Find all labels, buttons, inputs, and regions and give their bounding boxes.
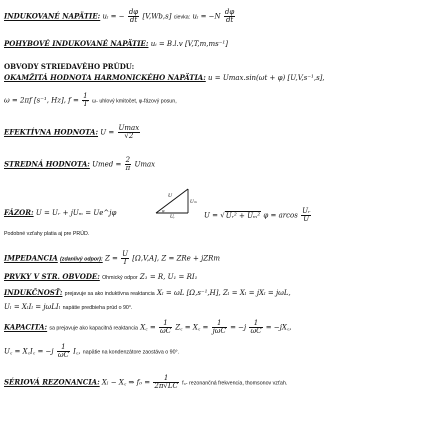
- phasor-line: [4, 208, 116, 218]
- capacitance-voltage-tail: I꜀,: [73, 347, 81, 356]
- motional-voltage-equation: uᵢ = B.l.v: [150, 40, 183, 48]
- phasor-um-label: Uₘ: [190, 200, 197, 205]
- resonance-label: SÉRIOVÁ REZONANCIA:: [4, 377, 100, 387]
- motional-voltage-units: [V,T,m,ms⁻¹]: [184, 40, 228, 48]
- fraction-denominator: jωC: [212, 327, 226, 335]
- mean-value-equation: Umed =: [92, 160, 122, 169]
- capacitance-fraction-a: [159, 320, 172, 335]
- capacitance-label: KAPACITA:: [4, 322, 48, 332]
- phasor-diagram: [152, 183, 197, 220]
- fraction-denominator: ωC: [250, 327, 262, 335]
- fraction-numerator: 1: [159, 320, 172, 328]
- coil-label: cievka:: [173, 14, 191, 21]
- fraction-numerator: 1: [83, 92, 88, 100]
- capacitance-voltage-equation: U꜀ = X꜀I꜀ = −j: [4, 347, 54, 356]
- capacitance-fraction-e: [57, 344, 70, 359]
- mean-value-fraction: [125, 157, 132, 172]
- induced-voltage-units: [V,Wb,s]: [142, 12, 172, 21]
- fraction-numerator: 1: [153, 375, 179, 383]
- omega-equation: ω = 2πf [s⁻¹, Hz], f =: [4, 96, 79, 105]
- mean-value-tail: Umax: [134, 160, 156, 169]
- inductance-line: [4, 288, 291, 299]
- capacitance-line: [4, 320, 292, 335]
- omega-note: ω- uhlový kmitočet, φ-fázový posun,: [91, 98, 177, 105]
- instant-value-equation: u = Umax.sin(ωt + φ) [U,V,s⁻¹,s],: [208, 74, 325, 82]
- phasor-vector: [156, 189, 188, 213]
- impedance-complex: Z = ZRe + jZRm: [161, 254, 221, 263]
- induced-voltage-equation: uᵢ = −: [102, 12, 125, 21]
- inductance-voltage-equation: Uₗ = XₗIₗ = jωLIₗ: [4, 303, 61, 311]
- fraction-numerator: 2: [125, 156, 131, 164]
- resistor-equation: Z₁ = R, U₁ = RI₁: [139, 273, 198, 281]
- fraction-numerator: dφ: [128, 8, 139, 16]
- resonance-note: f₀- rezonančná frekvencia, thomsonov vzťah.: [182, 380, 288, 387]
- motional-voltage-line: [4, 39, 228, 49]
- inductance-note: napätie predbieha prúd o 90°.: [62, 305, 133, 311]
- phasor-ur-label: Uᵣ: [170, 215, 175, 220]
- inductance-text: prejavuje sa ako induktívna reaktancia: [64, 291, 155, 297]
- instant-value-line: [4, 73, 325, 83]
- inductance-line-2: [4, 303, 132, 313]
- phasor-equation: U = Uᵣ + jUₘ = Ue^jφ: [35, 209, 117, 217]
- induced-voltage-line: [4, 9, 236, 24]
- fraction-numerator: dφ: [224, 8, 235, 16]
- fraction-numerator: 1: [57, 344, 70, 352]
- fraction-numerator: U: [122, 250, 129, 258]
- fraction-denominator: π: [125, 164, 131, 172]
- coil-equation: uᵢ = −N: [192, 12, 221, 21]
- induced-voltage-fraction: [128, 9, 139, 24]
- fraction-denominator: U: [303, 215, 310, 223]
- resonance-fraction: [153, 375, 179, 390]
- ac-heading: OBVODY STRIEDAVÉHO PRÚDU:: [4, 62, 135, 71]
- effective-value-label: EFEKTÍVNA HODNOTA:: [4, 127, 99, 137]
- inductance-label: INDUKČNOSŤ:: [4, 288, 63, 297]
- phasor-magnitude: Uᵣ² + Uₘ²: [225, 211, 261, 220]
- resistor-line: [4, 272, 198, 283]
- fraction-denominator: √2: [124, 132, 134, 140]
- capacitance-line-2: [4, 344, 179, 359]
- impedance-equation: Z =: [104, 254, 118, 263]
- impedance-units: [Ω,V,A],: [132, 254, 160, 263]
- fraction-numerator: Umax: [118, 124, 140, 132]
- omega-line: [4, 93, 177, 108]
- fraction-denominator: 2π√LC: [154, 382, 178, 390]
- fraction-numerator: 1: [249, 320, 262, 328]
- impedance-line: [4, 251, 220, 266]
- capacitance-note: napätie na kondenzátore zaostáva o 90°.: [82, 349, 180, 356]
- phasor-angle-equation: φ = arcos: [263, 211, 298, 220]
- effective-value-fraction: [118, 125, 141, 140]
- capacitance-minus-j: = −j: [230, 323, 247, 332]
- phasor-angle-fraction: [301, 208, 311, 223]
- resonance-line: [4, 375, 287, 390]
- frequency-fraction: [82, 93, 89, 108]
- capacitance-impedance: Z꜀ = X꜀ =: [175, 323, 209, 332]
- impedance-label: IMPEDANCIA: [4, 253, 58, 263]
- phasor-u-label: U: [168, 193, 172, 199]
- fraction-denominator: dt: [225, 16, 234, 24]
- effective-value-line: [4, 125, 141, 140]
- mean-value-label: STREDNÁ HODNOTA:: [4, 159, 90, 169]
- impedance-fraction: [121, 251, 129, 266]
- fraction-denominator: dt: [129, 16, 138, 24]
- fraction-denominator: T: [83, 100, 88, 108]
- capacitance-text: sa prejavuje ako kapacitná reaktancia: [49, 325, 138, 332]
- capacitance-fraction-b: [212, 320, 227, 335]
- instant-value-label: OKAMŽITÁ HODNOTA HARMONICKÉHO NAPÄTIA:: [4, 73, 206, 82]
- resonance-equation: Xₗ − X꜀ ⇒ f₀ =: [101, 378, 151, 387]
- fraction-numerator: Uᵣ: [302, 207, 311, 215]
- capacitance-tail: = −jX꜀,: [265, 323, 292, 332]
- impedance-sublabel: (zdanlivý odpor):: [60, 256, 103, 263]
- fraction-numerator: 1: [212, 320, 227, 328]
- phasor-label: FÁZOR:: [4, 208, 34, 217]
- induced-voltage-label: INDUKOVANÉ NAPÄTIE:: [4, 11, 101, 21]
- phasor-phi-label: φ: [162, 208, 165, 213]
- coil-fraction: [224, 9, 235, 24]
- capacitance-fraction-c: [249, 320, 262, 335]
- fraction-denominator: I: [123, 258, 127, 266]
- fraction-denominator: ωC: [159, 327, 172, 335]
- motional-voltage-label: POHYBOVÉ INDUKOVANÉ NAPÄTIE:: [4, 39, 149, 48]
- resistor-text: Ohmický odpor: [102, 275, 138, 281]
- phasor-magnitude-line: U = √Uᵣ² + Uₘ² φ = arcos $\frac{\text{Uᵣ}}{U}$: [204, 207, 311, 223]
- mean-value-line: [4, 157, 155, 172]
- inductance-equation: Xₗ = ωL [Ω,s⁻¹,H], Zₗ = Xₗ = jXₗ = jωL,: [157, 289, 291, 297]
- capacitance-reactance: X꜀ =: [140, 323, 156, 332]
- effective-value-equation: U =: [100, 128, 115, 137]
- current-note: Podobné vzťahy platia aj pre PRÚD.: [4, 231, 90, 237]
- fraction-denominator: ωC: [57, 351, 69, 359]
- resistor-label: PRVKY V STR. OBVODE:: [4, 272, 100, 281]
